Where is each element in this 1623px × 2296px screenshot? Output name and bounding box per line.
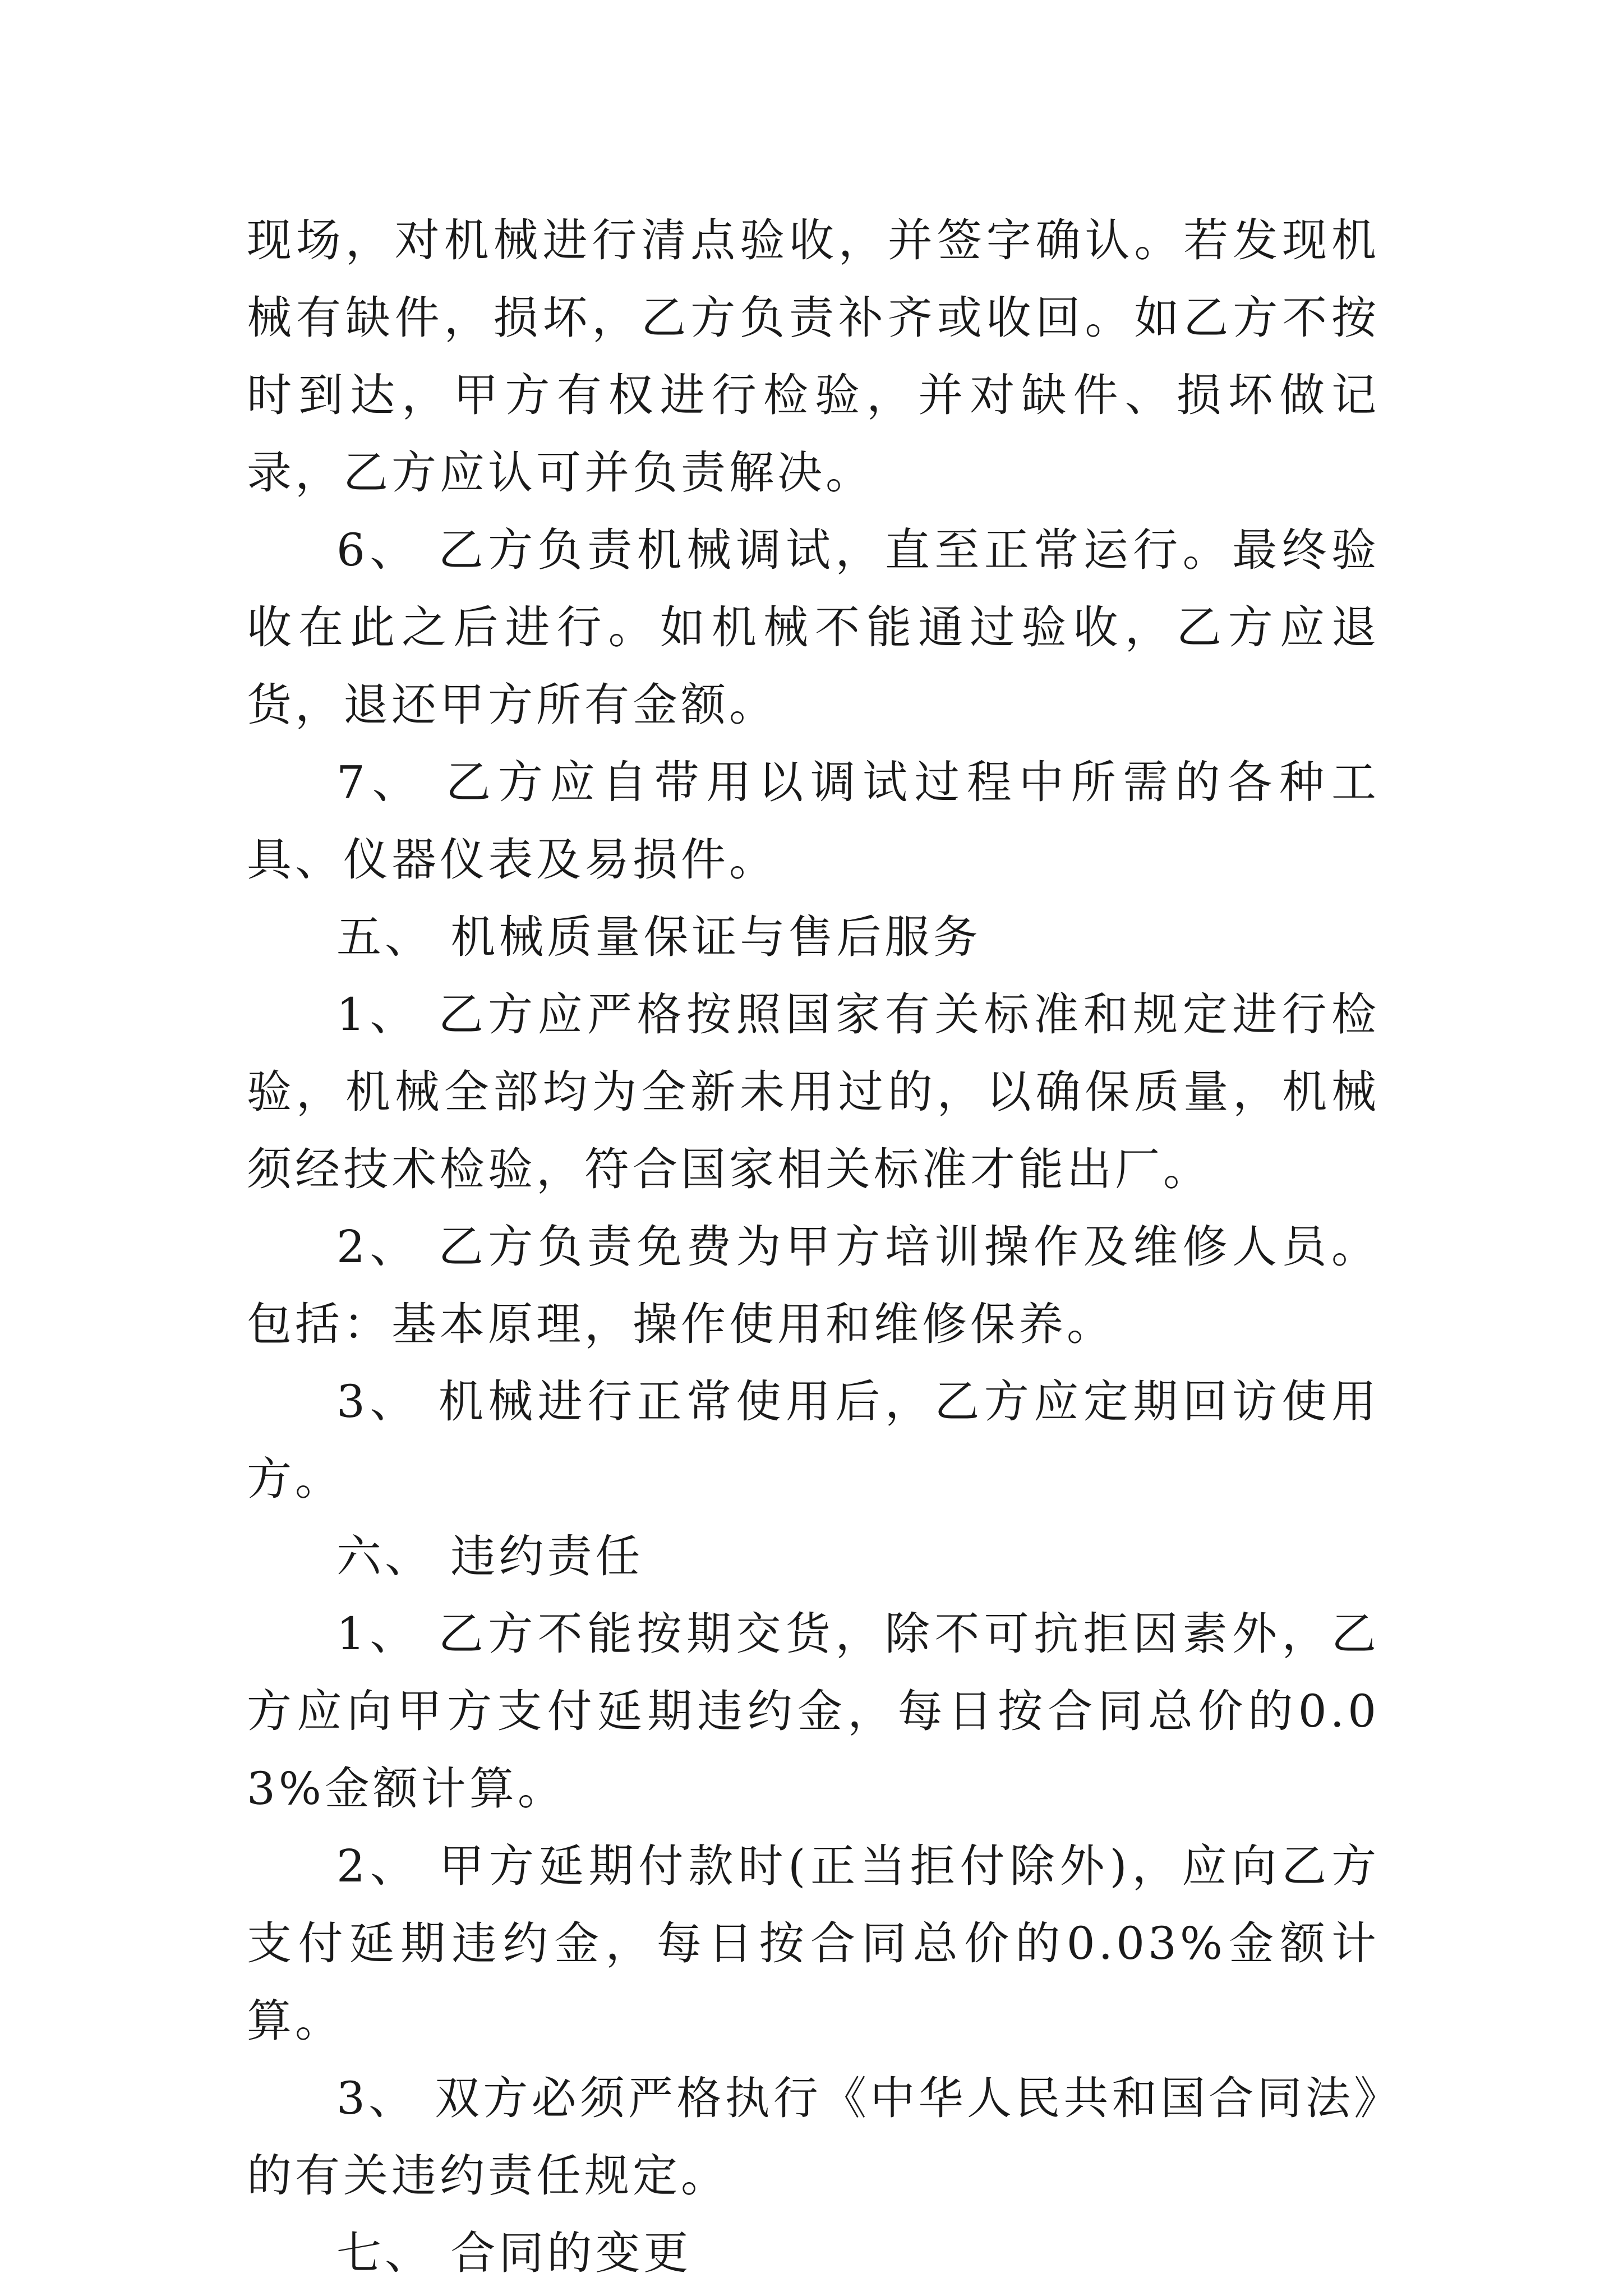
clause-4-6: 6、 乙方负责机械调试，直至正常运行。最终验收在此之后进行。如机械不能通过验收，乙方应退货，退还甲方所有金额。: [247, 524, 1380, 731]
clause-5-1: 1、 乙方应严格按照国家有关标准和规定进行检验，机械全部均为全新未用过的，以确保质量，机械须经技术检验，符合国家相关标准才能出厂。: [247, 988, 1380, 1195]
clause-5-2: 2、 乙方负责免费为甲方培训操作及维修人员。包括：基本原理，操作使用和维修保养。: [247, 1221, 1380, 1350]
clause-5-3: 3、 机械进行正常使用后，乙方应定期回访使用方。: [247, 1375, 1380, 1505]
section-heading-6: 六、 违约责任: [336, 1530, 644, 1582]
section-heading-7: 七、 合同的变更: [336, 2227, 692, 2279]
section-heading-5: 五、 机械质量保证与售后服务: [336, 911, 981, 963]
clause-4-7: 7、 乙方应自带用以调试过程中所需的各种工具、仪器仪表及易损件。: [247, 756, 1380, 886]
clause-6-1: 1、 乙方不能按期交货，除不可抗拒因素外，乙方应向甲方支付延期违约金，每日按合同总价的0.03%金额计算。: [247, 1608, 1380, 1815]
clause-6-2: 2、 甲方延期付款时(正当拒付除外)，应向乙方支付延期违约金，每日按合同总价的0.03%金额计算。: [247, 1840, 1380, 2047]
paragraph-continuation: 现场，对机械进行清点验收，并签字确认。若发现机械有缺件，损坏，乙方负责补齐或收回。如乙方不按时到达，甲方有权进行检验，并对缺件、损坏做记录，乙方应认可并负责解决。: [247, 214, 1380, 499]
document-body: [247, 202, 1380, 2292]
clause-6-3: 3、 双方必须严格执行《中华人民共和国合同法》的有关违约责任规定。: [247, 2072, 1380, 2202]
